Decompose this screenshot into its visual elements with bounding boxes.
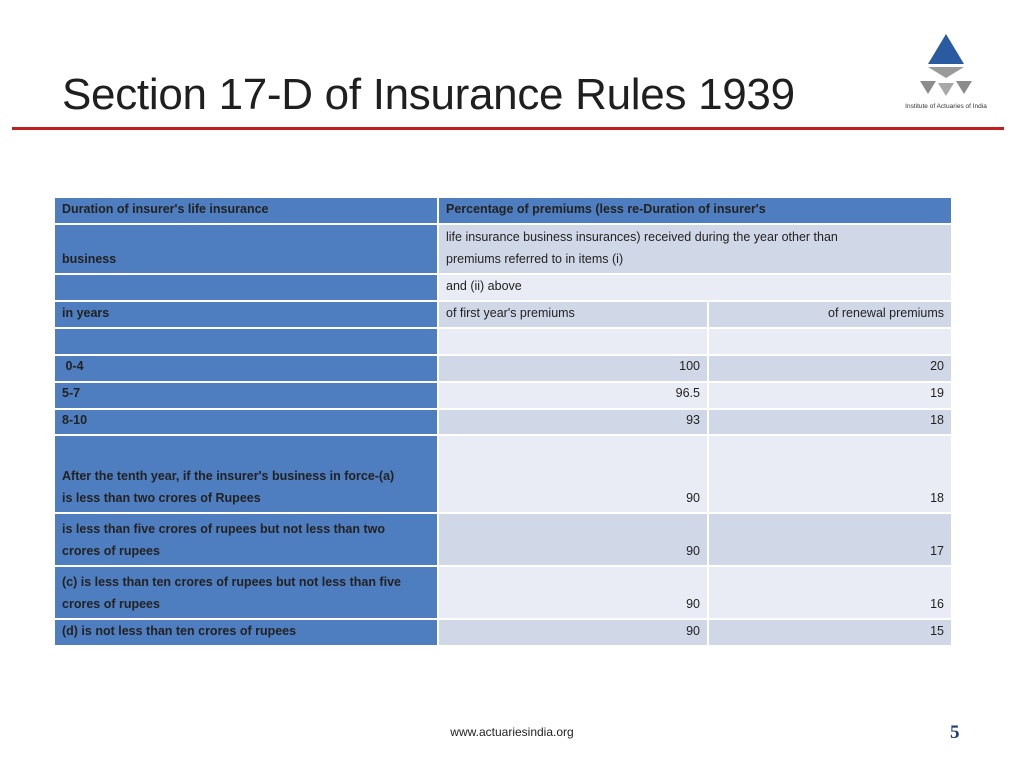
row-first-year-value: 93 <box>438 409 708 436</box>
row-renewal-value: 18 <box>708 409 952 436</box>
page-number: 5 <box>950 722 960 743</box>
row-first-year-value: 96.5 <box>438 382 708 409</box>
table-row <box>54 409 952 436</box>
row-label: (d) is not less than ten crores of rupees <box>54 619 438 646</box>
table-row <box>54 435 952 513</box>
institute-logo <box>898 34 994 114</box>
table-row <box>54 382 952 409</box>
logo-caption: Institute of Actuaries of India <box>905 103 987 110</box>
row-label: 8-10 <box>54 409 438 436</box>
header-row-4 <box>54 301 952 328</box>
title-underline <box>12 127 1004 130</box>
header-row-3 <box>54 274 952 301</box>
row-label-line: is less than two crores of Rupees <box>62 490 261 505</box>
header-percentage-line1: Percentage of premiums (less re-Duration of insurer's <box>438 197 952 224</box>
header-percentage-text-a: life insurance business insurances) received during the year other than <box>446 230 838 244</box>
row-first-year-value: 90 <box>438 566 708 619</box>
table-row <box>54 513 952 566</box>
table-row <box>54 619 952 646</box>
header-percentage-line4: and (ii) above <box>438 274 952 301</box>
row-renewal-value: 18 <box>708 435 952 513</box>
row-renewal-value: 15 <box>708 619 952 646</box>
row-first-year-value: 100 <box>438 355 708 382</box>
table-row <box>54 355 952 382</box>
row-renewal-value: 16 <box>708 566 952 619</box>
header-duration-blank <box>54 274 438 301</box>
header-row-1 <box>54 197 952 224</box>
header-duration-line3: in years <box>54 301 438 328</box>
header-percentage-line2 <box>438 224 952 274</box>
row-label-line: crores of rupees <box>62 543 160 558</box>
spacer-cell <box>708 328 952 355</box>
row-label-line: crores of rupees <box>62 596 160 611</box>
header-row-2 <box>54 224 952 274</box>
row-renewal-value: 20 <box>708 355 952 382</box>
row-renewal-value: 17 <box>708 513 952 566</box>
spacer-row <box>54 328 952 355</box>
header-duration-line2: business <box>54 224 438 274</box>
logo-triangle-icon <box>920 34 972 100</box>
header-duration-line1: Duration of insurer's life insurance <box>54 197 438 224</box>
footer-website-link[interactable]: www.actuariesindia.org <box>450 725 574 739</box>
row-first-year-value: 90 <box>438 619 708 646</box>
row-renewal-value: 19 <box>708 382 952 409</box>
row-label <box>54 435 438 513</box>
header-percentage-text-b: premiums referred to in items (i) <box>446 251 624 266</box>
premium-percentage-table <box>53 196 953 647</box>
table-row <box>54 566 952 619</box>
row-label: 0-4 <box>54 355 438 382</box>
row-label-line: (c) is less than ten crores of rupees but not less than five <box>62 575 401 589</box>
spacer-cell <box>54 328 438 355</box>
spacer-cell <box>438 328 708 355</box>
header-first-year: of first year's premiums <box>438 301 708 328</box>
row-label-line: After the tenth year, if the insurer's business in force-(a) <box>62 469 395 483</box>
row-label: 5-7 <box>54 382 438 409</box>
row-label <box>54 566 438 619</box>
slide-title: Section 17-D of Insurance Rules 1939 <box>62 70 795 119</box>
row-label-line: is less than five crores of rupees but not less than two <box>62 522 385 536</box>
row-first-year-value: 90 <box>438 435 708 513</box>
row-first-year-value: 90 <box>438 513 708 566</box>
header-renewal: of renewal premiums <box>708 301 952 328</box>
row-label <box>54 513 438 566</box>
